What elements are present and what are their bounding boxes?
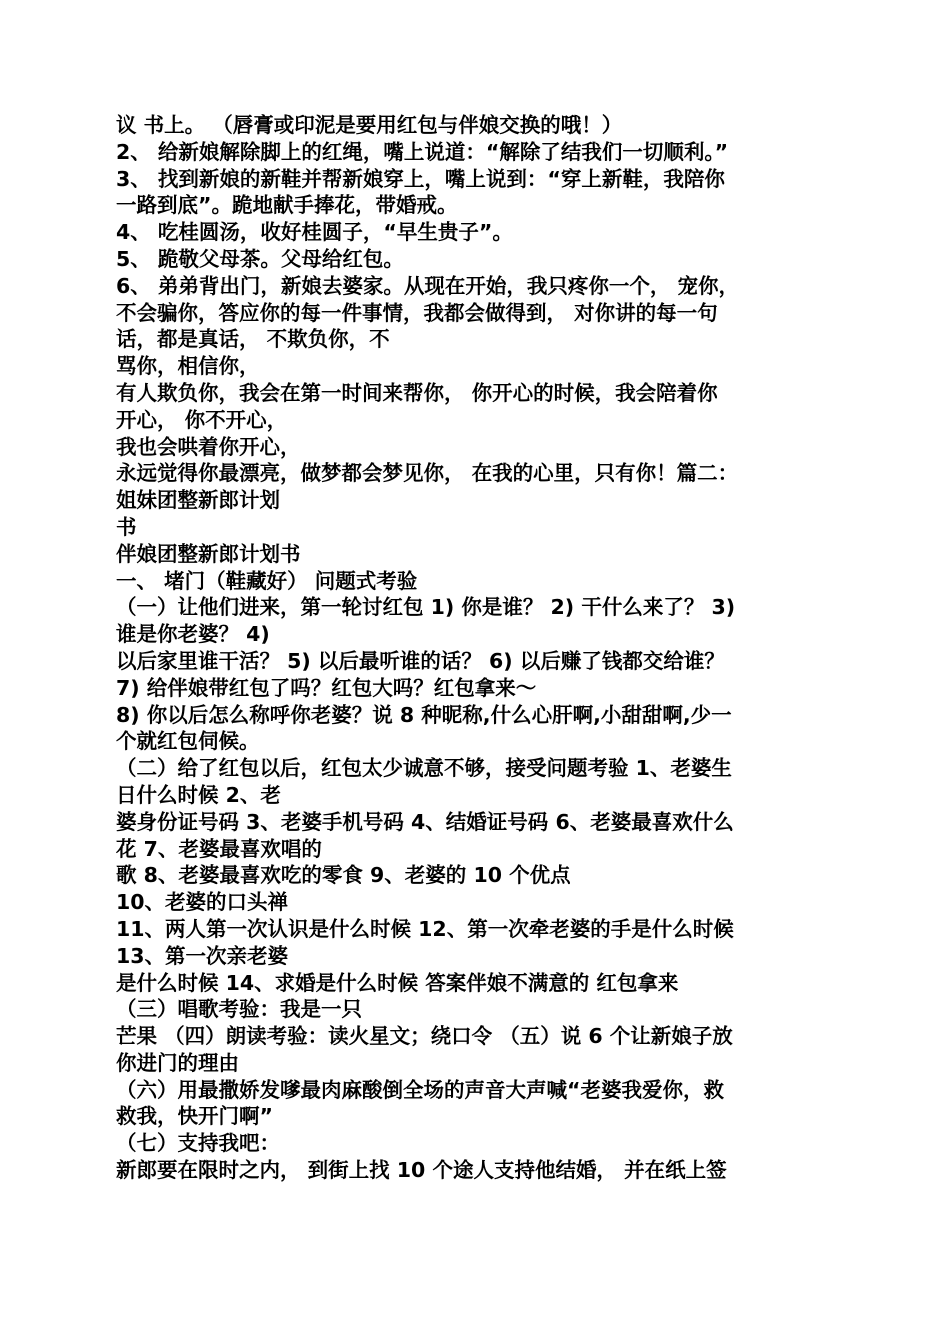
text-line: 2、 给新娘解除脚上的红绳，嘴上说道：“解除了结我们一切顺利。” [116,139,729,164]
text-line: 不会骗你，答应你的每一件事情，我都会做得到， 对你讲的每一句 [116,300,718,325]
text-line: 日什么时候 2、老 [116,782,281,807]
text-line: 11、两人第一次认识是什么时候 12、第一次牵老婆的手是什么时候 [116,916,734,941]
text-line: 一、 堵门（鞋藏好） 问题式考验 [116,568,418,593]
text-line: 救我，快开门啊” [116,1104,273,1129]
text-line: 开心， 你不开心， [116,407,288,432]
text-line: 话，都是真话， 不欺负你，不 [116,327,390,352]
text-line: 我也会哄着你开心， [116,434,301,459]
text-line: 6、 弟弟背出门，新娘去婆家。从现在开始，我只疼你一个， 宠你， [116,273,740,298]
text-line: 伴娘团整新郎计划书 [116,541,301,566]
text-line: 芒果 （四）朗读考验：读火星文；绕口令 （五）说 6 个让新娘子放 [116,1024,733,1049]
text-line: 骂你，相信你， [116,354,260,379]
text-line: 3、 找到新娘的新鞋并帮新娘穿上，嘴上说到：“穿上新鞋，我陪你 [116,166,725,191]
text-line: 4、 吃桂圆汤，收好桂圆子，“早生贵子”。 [116,220,513,245]
text-line: 13、第一次亲老婆 [116,943,289,968]
text-line: 有人欺负你，我会在第一时间来帮你， 你开心的时候，我会陪着你 [116,380,718,405]
text-line: 8) 你以后怎么称呼你老婆？说 8 种昵称,什么心肝啊,小甜甜啊,少一 [116,702,732,727]
text-line: 婆身份证号码 3、老婆手机号码 4、结婚证号码 6、老婆最喜欢什么 [116,809,734,834]
text-line: 一路到底”。跪地献手捧花，带婚戒。 [116,193,458,218]
text-line: 7) 给伴娘带红包了吗？红包大吗？红包拿来～ [116,675,537,700]
text-line: 姐妹团整新郎计划 [116,488,280,513]
text-line: （六）用最撒娇发嗲最肉麻酸倒全场的声音大声喊“老婆我爱你，救 [116,1077,724,1102]
text-line: （七）支持我吧： [116,1131,280,1156]
text-line: 10、老婆的口头禅 [116,890,289,915]
text-line: 花 7、老婆最喜欢唱的 [116,836,322,861]
text-line: （一）让他们进来，第一轮讨红包 1) 你是谁？ 2) 干什么来了？ 3) [116,595,736,620]
body-text [116,112,836,1184]
text-line: 永远觉得你最漂亮，做梦都会梦见你， 在我的心里，只有你！篇二： [116,461,739,486]
text-line: 是什么时候 14、求婚是什么时候 答案伴娘不满意的 红包拿来 [116,970,679,995]
text-line: 新郎要在限时之内， 到街上找 10 个途人支持他结婚， 并在纸上签 [116,1158,727,1183]
text-line: （三）唱歌考验：我是一只 [116,997,362,1022]
text-line: 歌 8、老婆最喜欢吃的零食 9、老婆的 10 个优点 [116,863,571,888]
text-line: 书 [116,514,137,539]
text-line: 谁是你老婆？ 4) [116,622,270,647]
text-line: 议 书上。 （唇膏或印泥是要用红包与伴娘交换的哦！） [116,113,623,137]
text-line: 个就红包伺候。 [116,729,260,754]
text-line: 你进门的理由 [116,1050,239,1075]
text-line: 以后家里谁干活？ 5) 以后最听谁的话？ 6) 以后赚了钱都交给谁？ [116,648,725,673]
text-line: 5、 跪敬父母茶。父母给红包。 [116,246,404,271]
text-line: （二）给了红包以后，红包太少诚意不够，接受问题考验 1、老婆生 [116,756,732,781]
